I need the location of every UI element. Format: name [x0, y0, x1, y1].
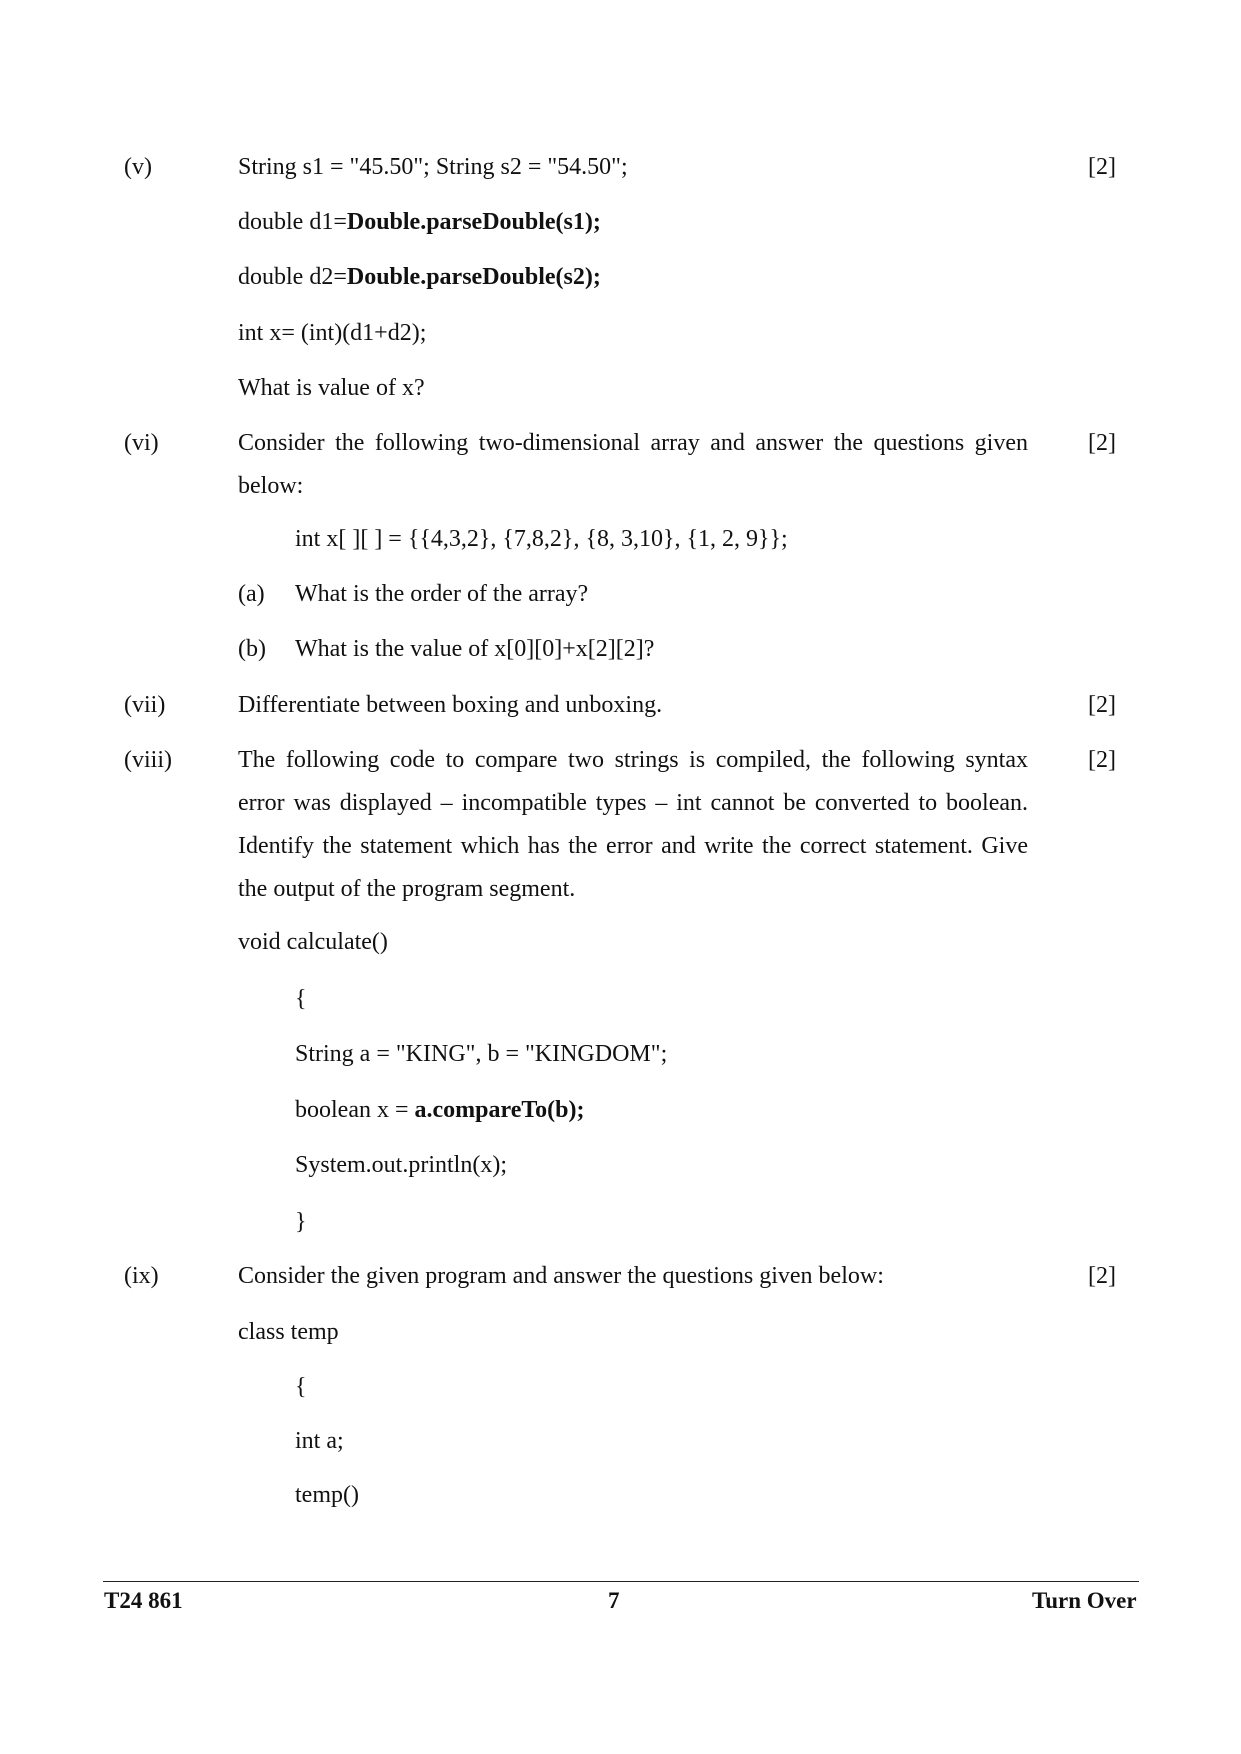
footer-rule — [103, 1581, 1139, 1582]
code-text: } — [295, 1209, 307, 1235]
question-number: (viii) — [124, 747, 172, 773]
question-text: Consider the given program and answer the questions given below: — [238, 1263, 884, 1289]
code-text: int x= (int)(d1+d2); — [238, 320, 427, 346]
page-number: 7 — [608, 1588, 620, 1613]
code-text: class temp — [238, 1319, 339, 1345]
turn-over: Turn Over — [1032, 1588, 1137, 1613]
sub-text: What is the value of x[0][0]+x[2][2]? — [295, 636, 655, 662]
marks: [2] — [1088, 1263, 1116, 1289]
question-number: (ix) — [124, 1263, 159, 1289]
question-number: (vii) — [124, 692, 166, 718]
marks: [2] — [1088, 692, 1116, 718]
sub-label: (a) — [238, 581, 265, 607]
code-text: { — [295, 986, 307, 1012]
question-text — [238, 422, 1028, 508]
text-line: Consider the following two-dimensional array and answer the questions given — [238, 430, 1028, 456]
question-text: Differentiate between boxing and unboxing. — [238, 692, 663, 718]
code-bold: a.compareTo(b); — [414, 1097, 585, 1123]
code-text: String a = "KING", b = "KINGDOM"; — [295, 1041, 668, 1067]
code-text: double d1= — [238, 209, 347, 235]
code-bold: Double.parseDouble(s1); — [346, 209, 601, 235]
paper-code: T24 861 — [104, 1588, 183, 1613]
code-text: boolean x = — [295, 1097, 415, 1123]
question-number: (v) — [124, 154, 152, 180]
code-text: { — [295, 1374, 307, 1400]
code-text: double d2= — [238, 264, 347, 290]
marks: [2] — [1088, 747, 1116, 773]
text-line: error was displayed – incompatible types – int cannot be converted to boolean. — [238, 790, 1028, 816]
code-text: temp() — [295, 1482, 359, 1508]
text-line: The following code to compare two strings is compiled, the following syntax — [238, 747, 1028, 773]
code-line: String s1 = "45.50"; String s2 = "54.50"; — [238, 154, 628, 180]
question-number: (vi) — [124, 430, 159, 456]
prompt-text: What is value of x? — [238, 375, 425, 401]
sub-label: (b) — [238, 636, 266, 662]
code-text: int a; — [295, 1428, 344, 1454]
code-text: System.out.println(x); — [295, 1152, 507, 1178]
question-text — [238, 739, 1028, 911]
marks: [2] — [1088, 154, 1116, 180]
text-line: the output of the program segment. — [238, 876, 576, 902]
marks: [2] — [1088, 430, 1116, 456]
code-text: int x[ ][ ] = {{4,3,2}, {7,8,2}, {8, 3,10}, {1, 2, 9}}; — [295, 526, 788, 552]
text-line: Identify the statement which has the error and write the correct statement. Give — [238, 833, 1028, 859]
sub-text: What is the order of the array? — [295, 581, 589, 607]
text-line: below: — [238, 473, 304, 499]
code-text: void calculate() — [238, 929, 388, 955]
code-bold: Double.parseDouble(s2); — [346, 264, 601, 290]
